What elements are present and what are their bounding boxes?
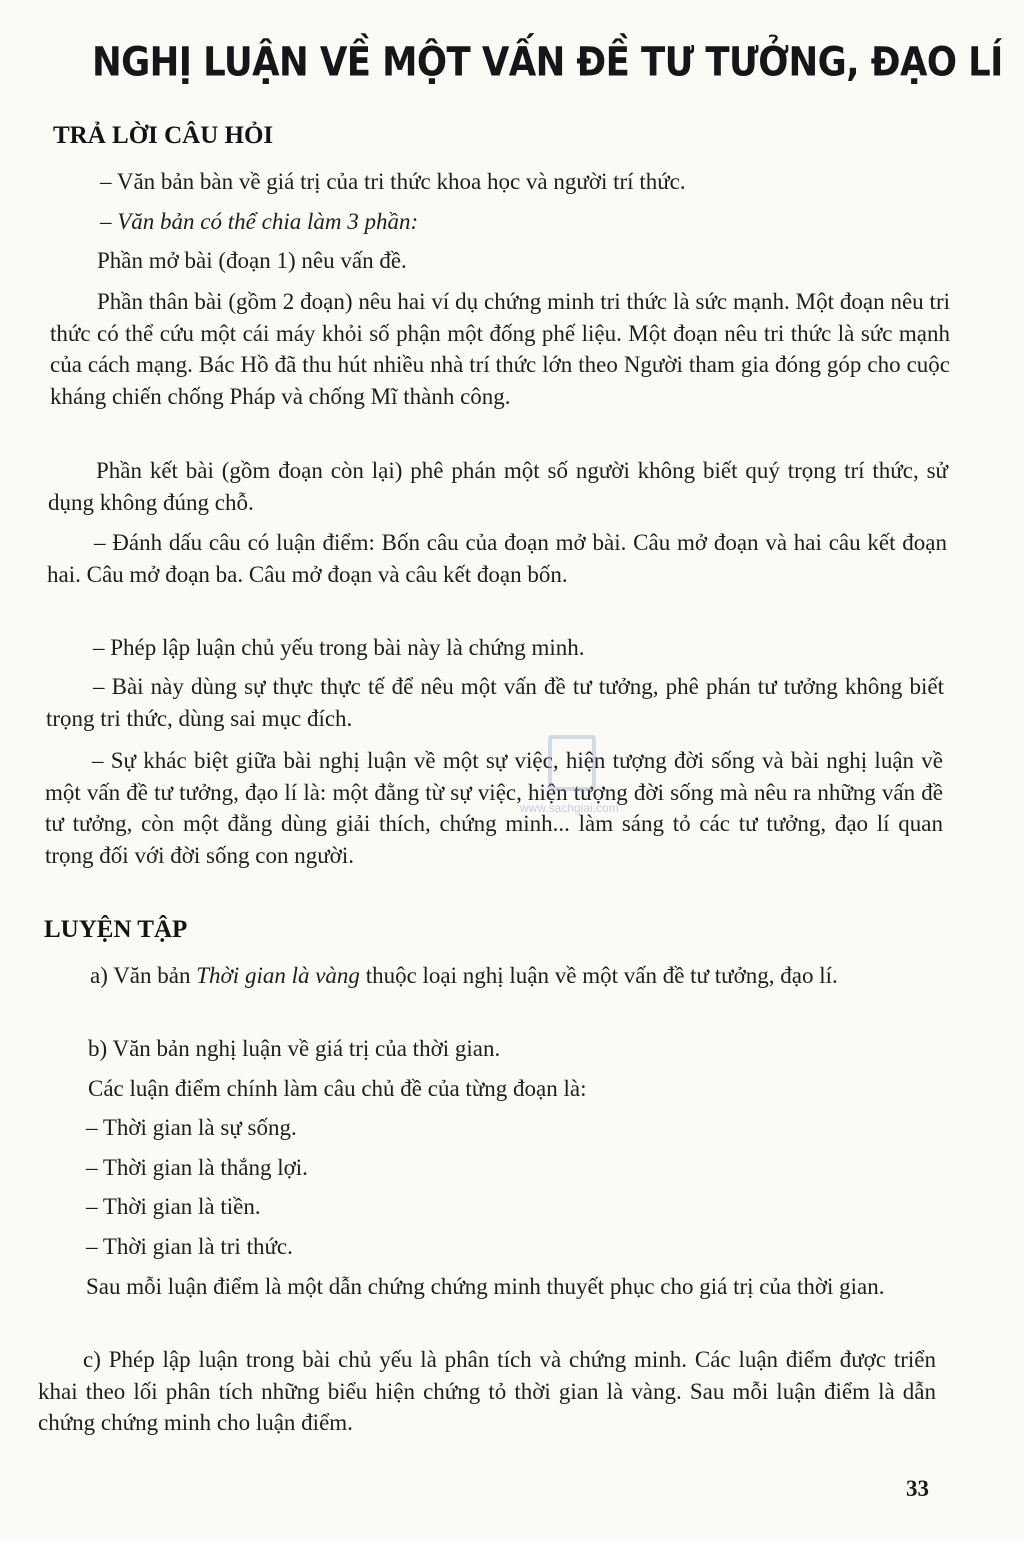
practice-a-prefix: a) Văn bản: [90, 963, 197, 988]
answer-paragraph-8: – Bài này dùng sự thực thực tế để nêu một vấn đề tư tưởng, phê phán tư tưởng không biết trọng tri thức, dùng sai mục đích.: [46, 674, 944, 731]
answer-paragraph-4: Phần thân bài (gồm 2 đoạn) nêu hai ví dụ chứng minh tri thức là sức mạnh. Một đoạn nêu tri thức có thể cứu một cái máy khỏi số phận một đống phế liệu. Một đoạn nêu tri thức là sức mạnh của cách mạng. Bác Hồ đã thu hút nhiều nhà trí thức lớn theo Người tham gia đóng góp cho cuộc kháng chiến chống Pháp và chống Mĩ thành công.: [50, 289, 950, 409]
page-title: NGHỊ LUẬN VỀ MỘT VẤN ĐỀ TƯ TƯỞNG, ĐẠO LÍ: [92, 39, 1003, 86]
answer-paragraph-5: Phần kết bài (gồm đoạn còn lại) phê phán một số người không biết quý trọng trí thức, sử dụng không đúng chỗ.: [48, 458, 948, 515]
practice-a-suffix: thuộc loại nghị luận về một vấn đề tư tưởng, đạo lí.: [359, 963, 838, 988]
list-item: – Thời gian là tri thức.: [86, 1234, 293, 1259]
section-heading-answers: TRẢ LỜI CÂU HỎI: [53, 122, 274, 149]
practice-paragraph-b1: b) Văn bản nghị luận về giá trị của thời gian.: [88, 1036, 501, 1061]
page-number: 33: [906, 1476, 929, 1501]
section-heading-practice: LUYỆN TẬP: [44, 916, 188, 943]
answer-paragraph-7: – Phép lập luận chủ yếu trong bài này là chứng minh.: [93, 635, 585, 660]
practice-paragraph-b2: Các luận điểm chính làm câu chủ đề của từng đoạn là:: [88, 1076, 587, 1101]
practice-a-title: Thời gian là vàng: [196, 963, 360, 988]
answer-paragraph-6: – Đánh dấu câu có luận điểm: Bốn câu của đoạn mở bài. Câu mở đoạn và hai câu kết đoạn hai. Câu mở đoạn ba. Câu mở đoạn và câu kết đoạn bốn.: [47, 530, 947, 587]
answer-paragraph-3: Phần mở bài (đoạn 1) nêu vấn đề.: [97, 248, 407, 273]
practice-paragraph-b3: Sau mỗi luận điểm là một dẫn chứng chứng minh thuyết phục cho giá trị của thời gian.: [86, 1274, 885, 1299]
answer-paragraph-2: – Văn bản có thể chia làm 3 phần:: [100, 209, 419, 234]
watermark-url: www.sachgiai.com: [520, 801, 619, 815]
answer-paragraph-1: – Văn bản bàn về giá trị của tri thức khoa học và người trí thức.: [100, 169, 686, 194]
answer-paragraph-9: – Sự khác biệt giữa bài nghị luận về một sự việc, hiện tượng đời sống và bài nghị luận về một vấn đề tư tưởng, đạo lí là: một đằng từ sự việc, hiện tượng đời sống mà nêu ra những vấn đề tư tưởng, còn một đằng dùng giải thích, chứng minh... làm sáng tỏ các tư tưởng, đạo lí quan trọng đối với đời sống con người.: [45, 748, 943, 868]
practice-paragraph-c: c) Phép lập luận trong bài chủ yếu là phân tích và chứng minh. Các luận điểm được triển khai theo lối phân tích những biểu hiện chứng tỏ thời gian là vàng. Sau mỗi luận điểm là dẫn chứng chứng minh cho luận điểm.: [38, 1347, 936, 1435]
practice-paragraph-a: [43, 960, 941, 992]
list-item: – Thời gian là sự sống.: [86, 1115, 297, 1140]
list-item: – Thời gian là tiền.: [86, 1194, 261, 1219]
list-item: – Thời gian là thắng lợi.: [86, 1155, 308, 1180]
